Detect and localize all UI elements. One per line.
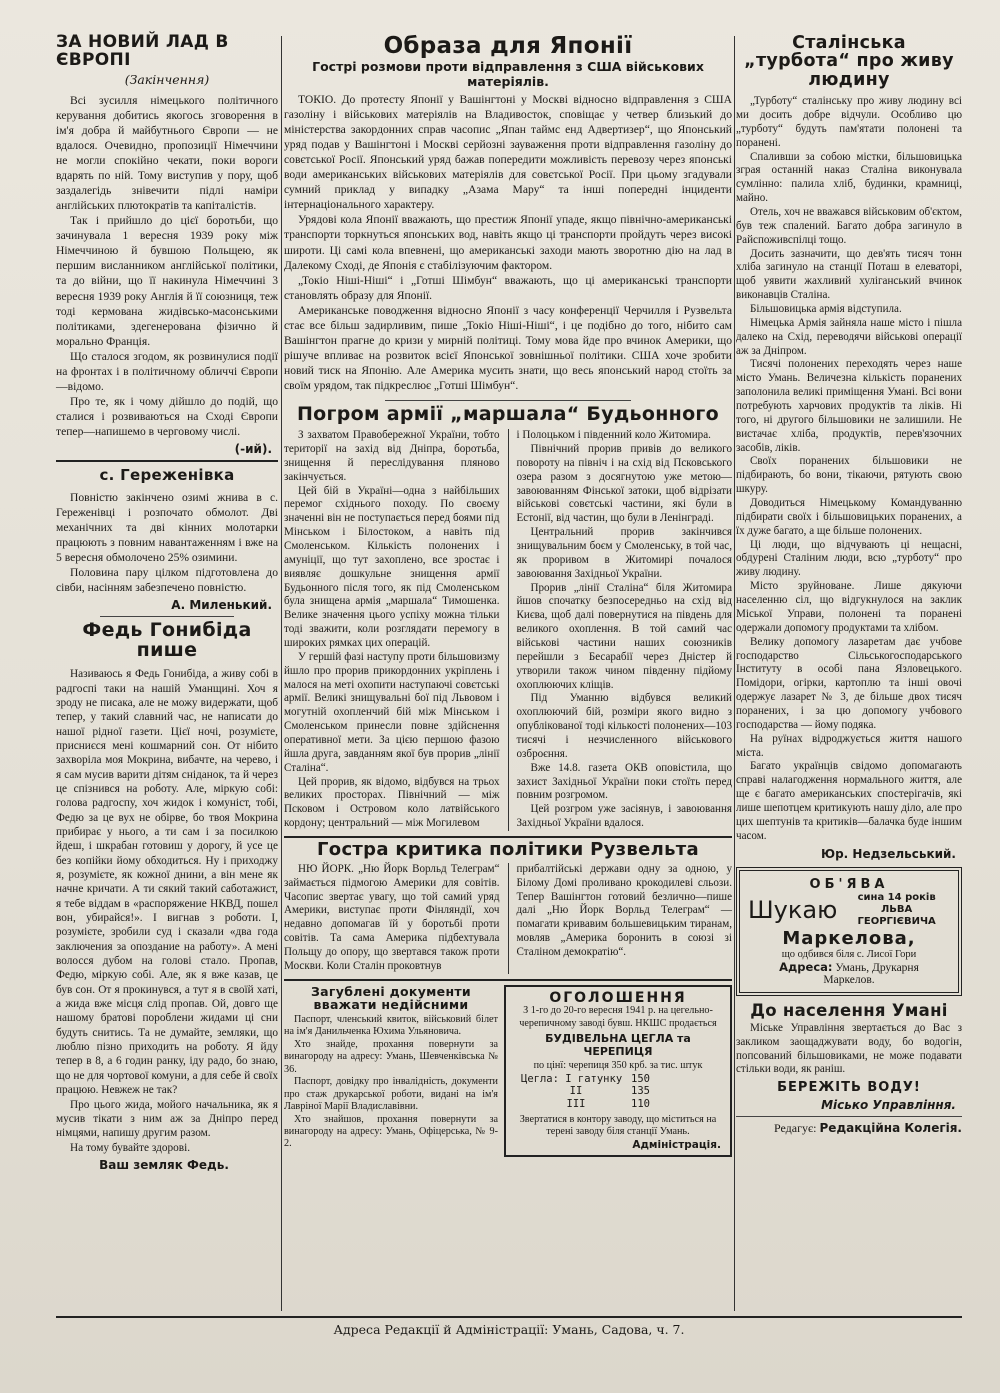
wanted-address-row [748, 960, 950, 974]
wanted-headline-row [748, 892, 950, 928]
article-title: Погром армії „маршала“ Будьонного [296, 403, 720, 426]
paragraph: ТОКІО. До протесту Японії у Вашінгтоні у Москві відносно відправлення з США газоліну і військових матеріялів на Владивосток, сповіщає у четвер близький до міністерства закордонних справ часопис „Япан таймс енд Адвертизер“, що Японський уряд подав у Вашінгтоні і Москві серйозні зауваження проти відправлення газоліну до совєтської Росії. Японський уряд бажав попередити можливість перевозу через японські води американських військових матеріялів для совєтської Росії. При цьому згадували сумний приклад у випадку „Азама Мару“ та інші попередні інциденти інтернаціонального характеру. [284, 92, 732, 212]
article-title: Гостра критика політики Рузвельта [317, 839, 699, 860]
divider [284, 836, 732, 838]
paragraph: На тому бувайте здорові. [70, 1141, 191, 1154]
wanted-person [843, 892, 950, 928]
box-item: Хто знайшов, прохання повернути за винагороду на адресу: Умань, Офіцерська, № 9-2. [284, 1113, 498, 1150]
left-column [56, 34, 278, 1176]
article-title: Федь Гонибіда пише [82, 619, 252, 662]
divider [385, 400, 631, 401]
paragraph: З захватом Правобережної України, тобто території на захід від Дніпра, боротьба, знищення й переслідування пляново закінчується. [284, 429, 500, 483]
divider [100, 616, 233, 617]
paragraph: Прорив „лінії Сталіна“ біля Житомира йшов спочатку безпосередньо на схід від Києва, щоб далі повернутися на південь для великого охоплення. В той самий час військові частини наших союзників перейшли з Бесарабії через Дністер й утворили також чином південну підйому охоплюючих кліщів. [516, 581, 732, 691]
editor-line [736, 1121, 962, 1136]
article-columns [284, 429, 732, 831]
price-value: 110 [631, 1097, 650, 1110]
notice-text: Міське Управління звертається до Вас з закликом заощаджувати воду, бо водогін, попсований більшовиками, не може подавати стільки води, як раніш. [736, 1021, 962, 1076]
notice-title: До населення Умані [750, 1000, 948, 1020]
announcement-box [504, 985, 732, 1158]
column-split [508, 429, 509, 831]
price-row [511, 1073, 725, 1086]
notice-signature: Місько Управління. [821, 1098, 956, 1113]
article-signature: А. Миленький. [171, 598, 272, 613]
wanted-surname: Маркелова, [782, 927, 916, 949]
paragraph: Багато українців свідомо допомагають справі налагодження нормального життя, але ще є багато американських спостерігачів, які лише шепотцем критикують нашу діло, але про цих шептунів та критиків—балачка буде іншим часом. [736, 760, 962, 842]
paragraph: Своїх поранених більшовики не підбирають, бо вони, тікаючи, рятують свою шкуру. [736, 455, 962, 496]
announcement-signature: Адміністрація. [632, 1139, 721, 1152]
article-column-2 [517, 863, 733, 974]
middle-column [284, 34, 732, 1157]
article-title: Образа для Японії [383, 33, 633, 59]
paragraph: Тисячі полонених переходять через наше місто Умань. Величезна кількість поранених заполонила великі приміщення Умані. Всі вони потребують харчових продуктів та ліків. Ні того, ні другого більшовики не залишили. Не вистачає хліба, продуктів, перев'язочних засобів, ліків. [736, 358, 962, 454]
footer-address: Адреса Редакції й Адміністрації: Умань, Садова, ч. 7. [333, 1322, 685, 1337]
paragraph: Повністю закінчено озимі жнива в с. Гереженівці і розпочато обмолот. Дві механічних та дві кінних молотарки працюють з повним навантаженням і вже на 5 вересня обмолочено 25% озимини. [56, 490, 278, 565]
paragraph: Що сталося згодом, як розвинулися події на фронтах і в політичному обличчі Європи—відомо. [56, 349, 278, 393]
price-row [511, 1085, 725, 1098]
paragraph: Цей бій в Україні—одна з найбільших перемог східнього походу. По своєму значенні він не поступається перед боями під Мінськом і Білостоком, а навіть під Смоленськом. Кількість полонених і амуніції, що тут захоплено, все зростає і виявляє дошкульне знищення армії Будьонного після того, як під Смоленськом була знищена армія „маршала“ Тимошенка. Велике значення цього успіху можна тільки тоді зважити, коли розглядати перемогу в широких рямках цих операцій. [284, 484, 500, 649]
box-item: Хто знайде, прохання повернути за винагороду на адресу: Умань, Шевченківська № 36. [284, 1038, 498, 1075]
wanted-description: що одбився біля с. Лисої Гори [781, 948, 917, 960]
article-gerezhenivka [56, 468, 278, 612]
paragraph: Про те, як і чому дійшло до подій, що сталися і розвиваються на Сході Європи тепер—напишемо в черговому числі. [56, 394, 278, 439]
paragraph: На руїнах відроджується життя нашого міста. [736, 732, 962, 759]
paragraph: Всі зусилля німецького політичного керування добитись якогось зговорення в ім'я добра й майбутнього Європи — не вдалося. Очевидно, пропозиції Німеччини не могли спокійно чекати, поки вороги вдарять по ній. Тому виступив у пору, щоб заздалегідь знівечити підлі наміри англійських плютократів та капіталістів. [56, 93, 278, 213]
article-roosevelt [284, 841, 732, 974]
ads-row [284, 985, 732, 1158]
price-grade: ІІ [569, 1085, 583, 1098]
price-value: 135 [631, 1085, 650, 1098]
paragraph: Ці люди, що відчувають ці нещасні, обдурені Сталіним люди, всю „турботу“ про живу людину. [736, 538, 962, 579]
editor-value: Редакційна Колегія. [819, 1121, 962, 1136]
price-grade: ІІІ [566, 1097, 586, 1110]
divider [56, 460, 278, 462]
paragraph: Про цього жида, мойого начальника, як я мусив тікати з ним аж за Дніпро перед німцями, напишу другим разом. [56, 1098, 278, 1140]
announcement-intro: З 1-го до 20-го вересня 1941 р. на цегельно-черепичному заводі бувш. НКШС продається [519, 1005, 717, 1029]
paragraph: прибалтійські держави одну за одною, у Білому Домі проливано крокодилеві сльози. Тепер Вашінгтон готовий безлично—пише далі „Ню Йорк Ворльд Телеграм“ — помагати кривавим большевицьким тиранам, мовляв „Америка боронить в союзі зі Сталіном демократію“. [516, 862, 732, 959]
price-grade: Цегла: І гатунку [521, 1072, 623, 1085]
column-rule-right [734, 36, 735, 1311]
wanted-address: Умань, Друкарня [835, 961, 919, 974]
paragraph: і Полоцьком і південний коло Житомира. [516, 429, 711, 442]
box-title: Загублені документи вважати недійсними [311, 983, 471, 1012]
paragraph: „Токіо Ніші-Ніші“ і „Готші Шімбун“ вважають, що ці американські транспорти становлять образу для Японії. [284, 273, 732, 302]
paragraph: Так і прийшло до цієї боротьби, що зачинувала 1 вересня 1939 року між Німеччиною й бувшою Польщею, як першим висланником англійської політики, та до війни, що її накинула Німеччині 3 вересня 1939 року Англія й її союзниця, теж тоді кермована жидівсько-масонськими політиками, здегенерована фізично й морально Франція. [56, 214, 278, 348]
paragraph: Доводиться Німецькому Командуванню підбирати своїх і більшовицьких поранених, а їх дуже багато, а ще більше полонених. [736, 497, 962, 537]
article-stalin-care [736, 34, 962, 861]
wanted-label: ОБ'ЯВА [809, 876, 889, 892]
article-fed-letter [56, 621, 278, 1172]
article-budyonny [284, 405, 732, 831]
paragraph: Більшовицька армія відступила. [750, 303, 902, 316]
box-item: Паспорт, членський квиток, військовий білет на ім'я Данильченка Юхима Ульяновича. [284, 1014, 498, 1038]
article-signature: Юр. Недзельський. [821, 846, 956, 861]
article-new-order [56, 34, 278, 456]
wanted-notice [736, 867, 962, 996]
price-row [511, 1098, 725, 1111]
paragraph: Північний прорив привів до великого повороту на північ і на схід від Псковського озера разом з досягнутою уже метою—завоюванням Фінської затоки, щоб відрізати військові совєтські частини, які були в Естонії, від частин, що були в Ленінграді. [516, 442, 732, 525]
article-title: с. Гереженівка [99, 466, 235, 485]
paragraph: Центральний прорив закінчився знищувальним боєм у Смоленську, в той час, як проривом в Житомирі почалося завоювання Західньої України. [516, 526, 732, 580]
wanted-sender: Маркелов. [823, 973, 875, 986]
paragraph: НЮ ЙОРК. „Ню Йорк Ворльд Телеграм“ займається підмогою Америки для совітів. Часопис звертає увагу, що той самий уряд Америки, виступає проти Фінляндії, хоч недавно допомагав їй у боротьбі проти совітів. Та сама Америка підбехтувала Польщу до опору, що звертався також проти Москви. Коли Сталін проковтнув [284, 862, 500, 972]
paragraph: Американське поводження відносно Японії з часу конференції Черчилля і Рузвельта стає все більш задирливим, пише „Токіо Ніші-Ніші“, і це подібно до того, нібито сам Вашінгтон прагне до кризи у мирній політиці. Тому мова йде про вчинок Америки, що рішуче впливає на розвиток всієї Японської зовнішньої політики. США хоче зробити новий тиск на Японію. Але Америка мусить знати, що весь японський народ стоїть за своїм урядом, так підкреслює „Готші Шімбун“. [284, 303, 732, 393]
article-columns [284, 863, 732, 974]
paragraph: „Турботу“ сталінську про живу людину всі ми досить добре відчули. Особливо цю „турботу“ будуть пам'ятати полонені та пораненi. [736, 95, 962, 149]
article-title: ЗА НОВИЙ ЛАД В ЄВРОПІ [56, 32, 229, 70]
paragraph: Називаюсь я Федь Гонибіда, а живу собі в радгоспі таки на нашій Уманщині. Хоч я зроду не писака, але не можу видержати, щоб тепер, у такий славний час, не написати до нашої рідної газети. Цієї ночі, розумієте, присниєся мені кошмарний сон. От нібито захворіла моя Мокрина, вибачте, на черево, і я сам мусив варити дітям сніданок, та й через це спізнився на роботу. Але, міркую собі: голова радгоспу, хоч жидок і комуніст, тобі, Федю за це вух не обірве, бо твоя Мокрина прибирає у нього, а ти сам і за посилкою йдеш, і шкрабан готовиш у дорогу, й усе це без копійки йому обходиться. Ну і приходжу я, розумієте, як кожної днини, а він мене як начне кричати. А ти сякий такий саботажист, я тебе віддам в «распоряжение НКВД, пошел вон, убирайся!». І вигнав з роботи. І, розумієте, зробили суд і сказали «два года заключения за опоздание на работу». А мені волосся дубом на голові стало. Пропав, Федю, міркую собі. Але, як я вже казав, це був сон. От я прокинувся, а тут я в своїй хаті, а жида вже місця слід пропав. Ой, довго ще нашому братові пороблени жидами ці сни будуть снитись. Та не думайте, земляки, що люблю пізно приходить на роботу. Я йду тепер в 8, а 6 годин ранку, іду радо, бо знаю, що не для чортової комуни, а для себе й своїх працюю. Невжеж не так? [56, 668, 278, 1097]
article-column-2 [517, 429, 733, 831]
article-column-1 [284, 429, 500, 831]
paragraph: Половина пару цілком підготовлена до сівби, насінням забезпечено повністю. [56, 566, 278, 595]
column-rule-left [281, 36, 282, 1311]
paragraph: Велику допомогу лазаретам дає учбове господарство Сільськогосподарського Інституту в особі пана Язловецького. Помідори, огірки, картоплю та інші овочі одержує лазарет № 3, де більше двох тисяч поранених, і за цю допомогу учбового господарства — йому подяка. [736, 635, 962, 731]
article-japan [284, 34, 732, 393]
article-title: Сталінська „турбота“ про живу людину [744, 33, 954, 90]
article-column-1 [284, 863, 500, 974]
wanted-name-line: ЛЬВА ГЕОРГІЄВИЧА [857, 903, 936, 927]
paragraph: Урядові кола Японії вважають, що престиж Японії упаде, якщо північно-американські транспорти торкнуться японських вод, навіть якщо ці транспорти пройдуть через високі широти. Ці самі кола впевнені, що американські заходи мають зворотню дію на лад в Далекому Сході, де Японія є стабілізуючим фактором. [284, 213, 732, 272]
announcement-closing: Звертатися в контору заводу, що міститься на терені заводу біля станції Умань. [519, 1113, 717, 1137]
editor-label: Редагує: [773, 1121, 817, 1136]
lost-documents-box [284, 985, 498, 1158]
article-signature: Ваш земляк Федь. [99, 1157, 229, 1172]
announcement-product: БУДІВЕЛЬНА ЦЕГЛА та ЧЕРЕПИЦЯ [545, 1032, 691, 1059]
box-title: ОГОЛОШЕННЯ [549, 989, 687, 1006]
box-item: Паспорт, довідку про інвалідність, документи про стаж друкарської роботи, видані на ім'я Лавріної Марії Владиславівни. [284, 1076, 498, 1113]
paragraph: Цей розгром уже засіянув, і завоювання Західньої України вдалося. [516, 803, 732, 830]
paragraph: Під Уманню відбувся великий охоплюючий бій, розміри якого видно з опублікованої тоді кількості полонених—103 тисячі і незчисленного військового озброєння. [516, 692, 732, 760]
paragraph: Досить зазначити, що дев'ять тисяч тонн хліба загинуло на станції Поташ в елеваторі, щоб уявити жахливий хуліганський вчинок виконавців Сталіна. [736, 247, 962, 302]
price-value: 150 [631, 1072, 650, 1085]
wanted-headline: Шукаю [748, 895, 838, 924]
right-column [736, 34, 962, 1136]
wanted-son-line: сина 14 років [857, 891, 936, 903]
divider [284, 979, 732, 981]
article-signature: (-ий). [234, 442, 272, 457]
paragraph: Отель, хоч не вважався військовим об'єктом, був теж спалений. Багато добра загинуло в Райспоживспілці тощо. [736, 206, 962, 246]
paragraph: У гершій фазі наступу проти більшовизму йшло про прорив прикордонних укріплень і малося на меті охопити наступаючі совєтські армії. Великі знищувальні бої під Львовом і могутній охопленчий бій між Мінськом і Смоленськом принесли повне здійснення оперативної мети. За цією першою фазою йшла друга, завданням якої був прорив „лінії Сталіна“. [284, 650, 500, 774]
article-subtitle: Гострі розмови проти відправлення з США військових матеріялів. [312, 59, 704, 89]
paragraph: Німецька Армія зайняла наше місто і пішла далеко на Схід, переводячи військові операції аж за Дніпром. [736, 316, 962, 357]
wanted-address-label: Адреса: [779, 959, 833, 974]
announcement-price-line: по цінї: черепиця 350 крб. за тис. штук [533, 1060, 703, 1072]
paragraph: Вже 14.8. газета ОКВ оповістила, що захист Західньої України поки стоїть перед повним розгромом. [516, 761, 732, 802]
paragraph: Цей прорив, як відомо, відбувся на трьох великих просторах. Північний — між Псковом і Островом коло латвійського кордону; центральний — між Могилевом [284, 775, 500, 830]
notice-call: БЕРЕЖІТЬ ВОДУ! [777, 1080, 921, 1096]
water-notice [736, 1002, 962, 1113]
divider [736, 1116, 962, 1117]
footer-rule [56, 1316, 962, 1318]
paragraph: Місто зруйноване. Лише дякуючи населенню сіл, що відгукнулося на заклик Міської Управи, полонені та поранені одержали допомогу продуктами та хлібом. [736, 580, 962, 634]
article-subtitle: (Закінчення) [124, 71, 210, 87]
column-split [508, 863, 509, 974]
paragraph: Спаливши за собою містки, більшовицька зграя останній наказ Сталіна виконувала сумлінно: палила хліб, будинки, крамниці, майно. [736, 150, 962, 205]
